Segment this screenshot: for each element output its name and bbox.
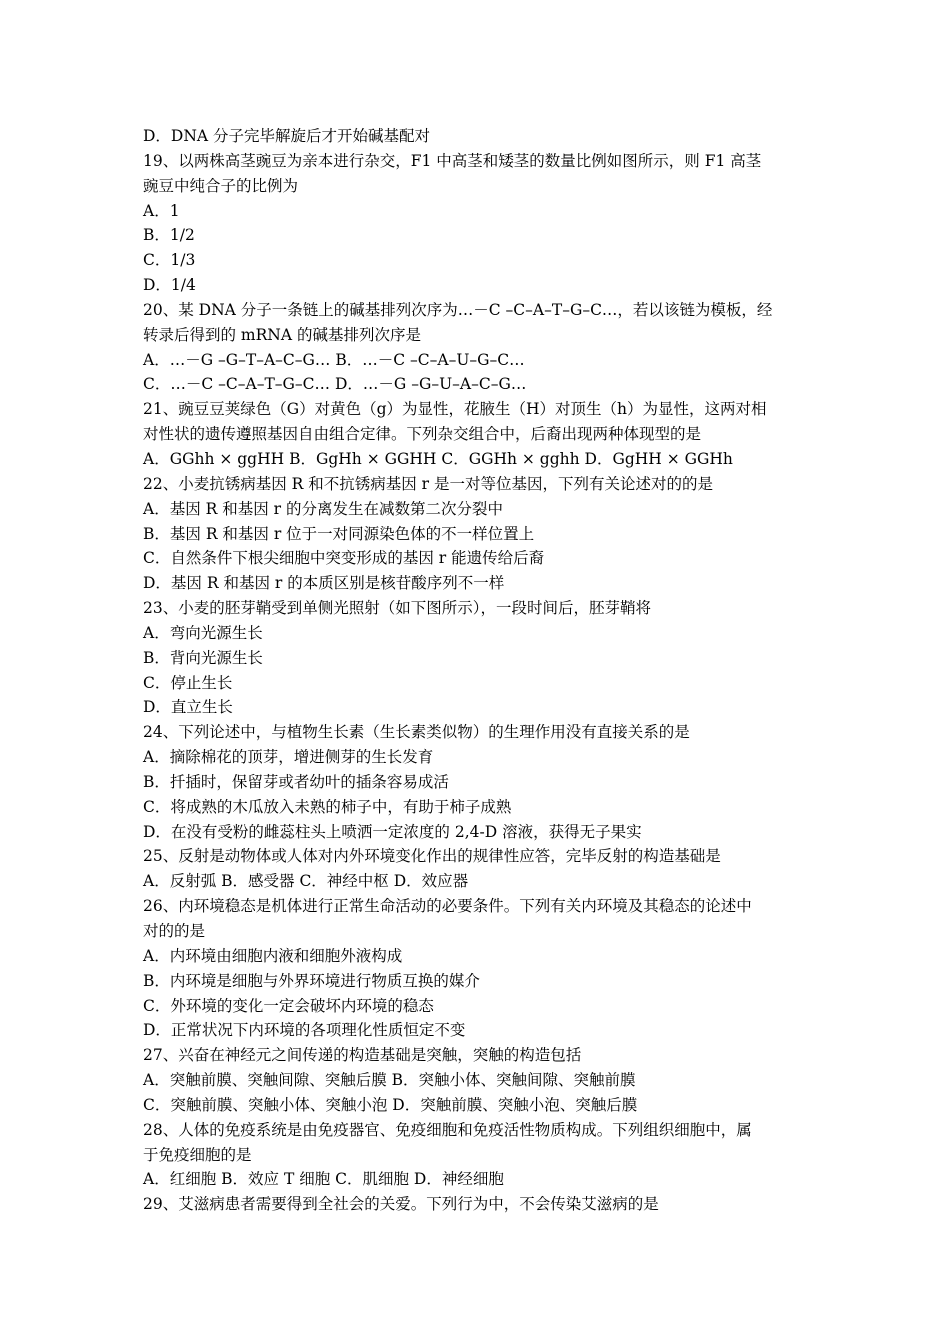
text-line: A．…－G –G–T–A–C–G… B．…－C –C–A–U–G–C… — [143, 350, 525, 369]
text-line: 26、内环境稳态是机体进行正常生命活动的必要条件。下列有关内环境及其稳态的论述中 — [143, 897, 752, 916]
text-line: C．停止生长 — [143, 673, 233, 692]
text-line: 27、兴奋在神经元之间传递的构造基础是突触，突触的构造包括 — [143, 1046, 582, 1065]
document-body — [143, 124, 813, 1242]
text-line: A．突触前膜、突触间隙、突触后膜 B．突触小体、突触间隙、突触前膜 — [143, 1071, 636, 1090]
text-line: A．基因 R 和基因 r 的分离发生在减数第二次分裂中 — [143, 499, 503, 518]
text-line: B．1/2 — [143, 226, 195, 245]
text-line: A．摘除棉花的顶芽，增进侧芽的生长发育 — [143, 748, 434, 767]
text-line: 21、豌豆豆荚绿色（G）对黄色（g）为显性，花腋生（H）对顶生（h）为显性，这两对相 — [143, 400, 767, 419]
text-line: 对性状的遗传遵照基因自由组合定律。下列杂交组合中，后裔出现两种体现型的是 — [143, 425, 702, 444]
text-line: C．外环境的变化一定会破坏内环境的稳态 — [143, 996, 434, 1015]
text-line: D．正常状况下内环境的各项理化性质恒定不变 — [143, 1021, 466, 1040]
text-line: C．1/3 — [143, 251, 196, 270]
text-line: 22、小麦抗锈病基因 R 和不抗锈病基因 r 是一对等位基因，下列有关论述对的的是 — [143, 474, 714, 493]
text-line: 28、人体的免疫系统是由免疫器官、免疫细胞和免疫活性物质构成。下列组织细胞中，属 — [143, 1120, 752, 1139]
text-line: D．在没有受粉的雌蕊柱头上喷洒一定浓度的 2,4-D 溶液，获得无子果实 — [143, 822, 642, 841]
text-line: 25、反射是动物体或人体对内外环境变化作出的规律性应答，完毕反射的构造基础是 — [143, 847, 721, 866]
text-line: D．基因 R 和基因 r 的本质区别是核苷酸序列不一样 — [143, 574, 505, 593]
text-line: A．GGhh × ggHH B．GgHh × GGHH C．GGHh × gghh D．GgHH × GGHh — [143, 449, 733, 468]
text-line: D．1/4 — [143, 276, 196, 295]
text-line: B．扦插时，保留芽或者幼叶的插条容易成活 — [143, 772, 449, 791]
text-line: D．DNA 分子完毕解旋后才开始碱基配对 — [143, 127, 431, 145]
text-line: C．将成熟的木瓜放入未熟的柿子中，有助于柿子成熟 — [143, 797, 512, 816]
text-line — [143, 1217, 813, 1242]
text-line: B．背向光源生长 — [143, 648, 263, 667]
text-line: 19、以两株高茎豌豆为亲本进行杂交，F1 中高茎和矮茎的数量比例如图所示，则 F1 高茎 — [143, 151, 762, 170]
text-line: B．基因 R 和基因 r 位于一对同源染色体的不一样位置上 — [143, 524, 535, 543]
text-line: A．弯向光源生长 — [143, 623, 263, 642]
text-line: 24、下列论述中，与植物生长素（生长素类似物）的生理作用没有直接关系的是 — [143, 723, 690, 742]
text-line: 29、艾滋病患者需要得到全社会的关爱。下列行为中，不会传染艾滋病的是 — [143, 1195, 659, 1214]
text-line: A．红细胞 B．效应 T 细胞 C．肌细胞 D．神经细胞 — [143, 1170, 504, 1189]
text-line: 于免疫细胞的是 — [143, 1145, 252, 1164]
text-line: A．内环境由细胞内液和细胞外液构成 — [143, 946, 403, 965]
text-line: 转录后得到的 mRNA 的碱基排列次序是 — [143, 325, 421, 344]
text-line: C．自然条件下根尖细胞中突变形成的基因 r 能遗传给后裔 — [143, 549, 545, 568]
text-line: B．内环境是细胞与外界环境进行物质互换的媒介 — [143, 971, 480, 990]
text-line: A．1 — [143, 201, 180, 220]
text-line: 23、小麦的胚芽鞘受到单侧光照射（如下图所示），一段时间后，胚芽鞘将 — [143, 599, 651, 618]
text-line: D．直立生长 — [143, 698, 233, 717]
text-line: C．…－C –C–A–T–G–C… D．…－G –G–U–A–C–G… — [143, 375, 527, 394]
text-line: 20、某 DNA 分子一条链上的碱基排列次序为…－C –C–A–T–G–C…，若以该链为模板，经 — [143, 300, 773, 319]
text-line: C．突触前膜、突触小体、突触小泡 D．突触前膜、突触小泡、突触后膜 — [143, 1095, 638, 1114]
text-line: 对的的是 — [143, 922, 206, 940]
text-line: 豌豆中纯合子的比例为 — [143, 176, 299, 195]
text-line: A．反射弧 B．感受器 C．神经中枢 D．效应器 — [143, 872, 469, 891]
